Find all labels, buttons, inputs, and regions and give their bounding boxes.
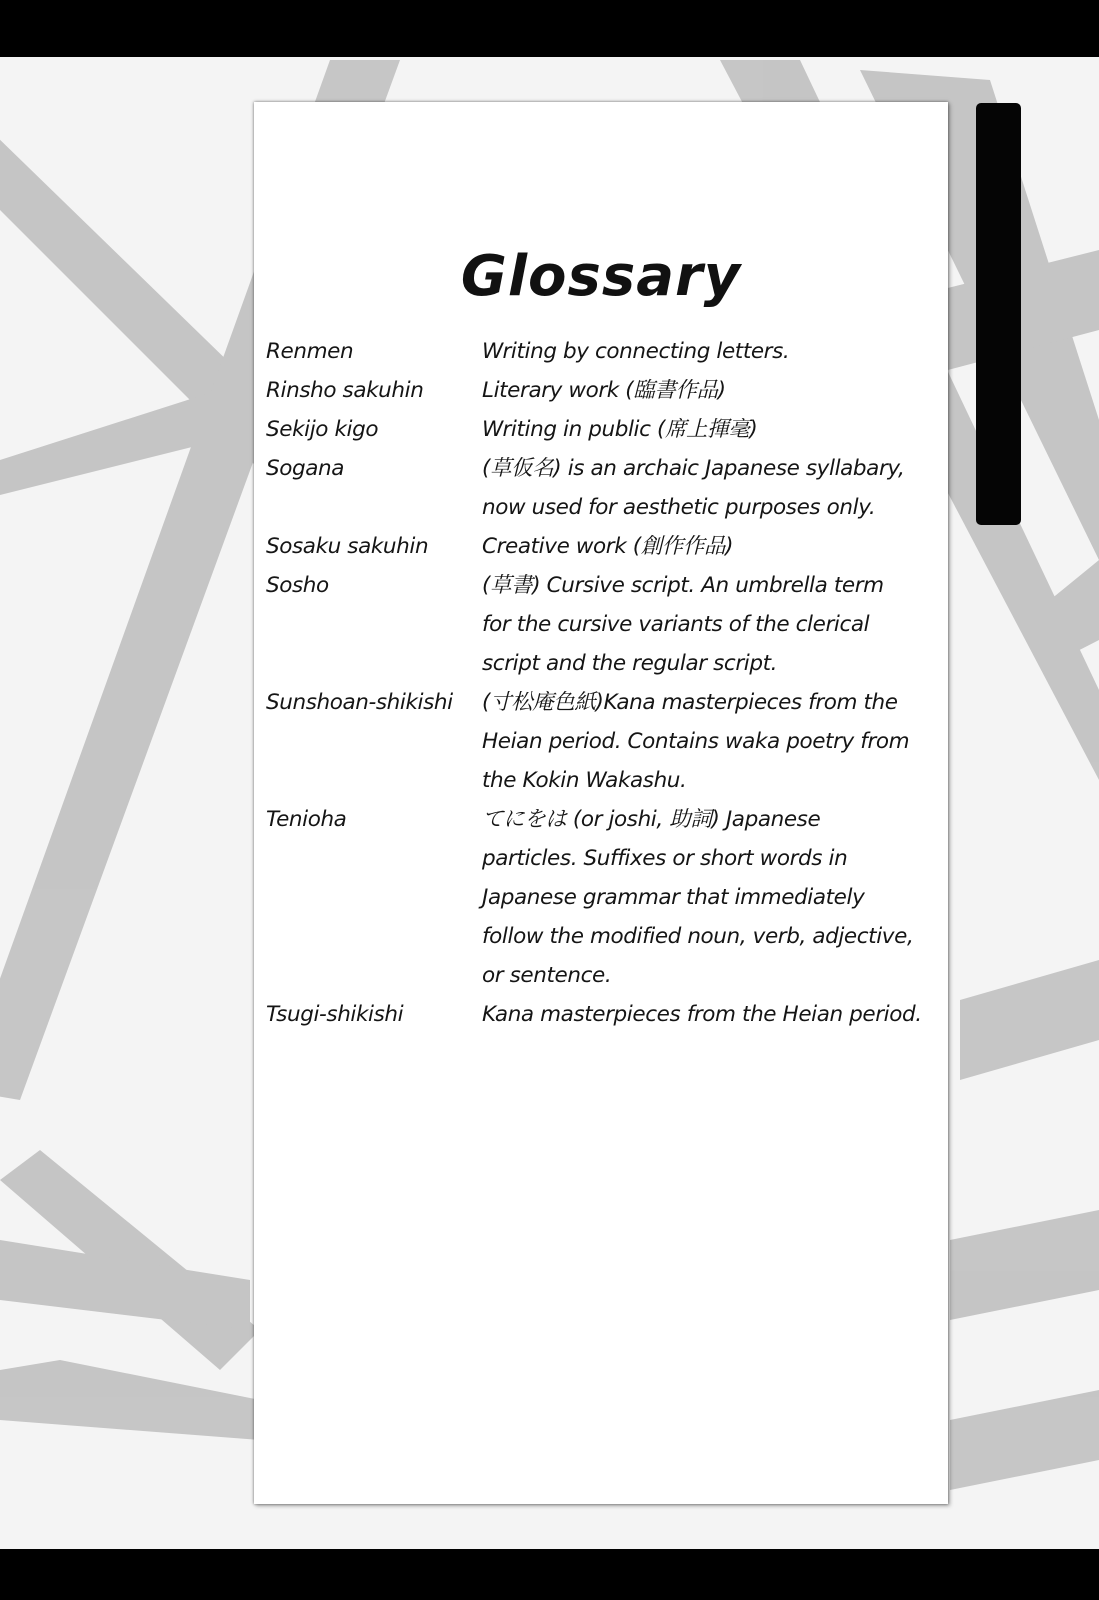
glossary-term: Tsugi-shikishi	[266, 1002, 404, 1027]
glossary-definition: Literary work (臨書作品)	[482, 378, 726, 403]
glossary-entry	[266, 800, 946, 995]
glossary-definition: Writing in public (席上揮毫)	[482, 417, 758, 442]
glossary-term: Rinsho sakuhin	[266, 378, 424, 403]
glossary-term: Renmen	[266, 339, 354, 364]
glossary-entry	[266, 566, 946, 683]
glossary-list	[266, 332, 946, 1034]
glossary-term: Sogana	[266, 456, 345, 481]
glossary-entry	[266, 332, 946, 371]
glossary-entry	[266, 995, 946, 1034]
glossary-definition: (草書) Cursive script. An umbrella term for the cursive variants of the clerical script and the regular script.	[482, 573, 884, 676]
glossary-definition: (草仮名) is an archaic Japanese syllabary, now used for aesthetic purposes only.	[482, 456, 905, 520]
glossary-term: Sekijo kigo	[266, 417, 379, 442]
glossary-definition: Kana masterpieces from the Heian period.	[482, 1002, 922, 1027]
glossary-entry	[266, 410, 946, 449]
glossary-definition: Creative work (創作作品)	[482, 534, 734, 559]
glossary-definition: (寸松庵色紙)Kana masterpieces from the Heian period. Contains waka poetry from the Kokin Wakashu.	[482, 690, 910, 793]
glossary-entry	[266, 683, 946, 800]
glossary-entry	[266, 527, 946, 566]
glossary-term: Sosho	[266, 573, 329, 598]
bottom-black-bar	[0, 1549, 1099, 1600]
scrollbar-thumb[interactable]	[976, 103, 1021, 525]
glossary-page	[254, 102, 948, 1504]
glossary-entry	[266, 371, 946, 410]
glossary-term: Tenioha	[266, 807, 347, 832]
glossary-entry	[266, 449, 946, 527]
top-black-bar	[0, 0, 1099, 57]
glossary-definition: Writing by connecting letters.	[482, 339, 790, 364]
glossary-term: Sunshoan-shikishi	[266, 690, 453, 715]
page-title: Glossary	[460, 244, 742, 309]
glossary-definition: てにをは (or joshi, 助詞) Japanese particles. Suffixes or short words in Japanese grammar that immediately follow the modified noun, verb, adjective, or sentence.	[482, 807, 914, 988]
glossary-term: Sosaku sakuhin	[266, 534, 429, 559]
